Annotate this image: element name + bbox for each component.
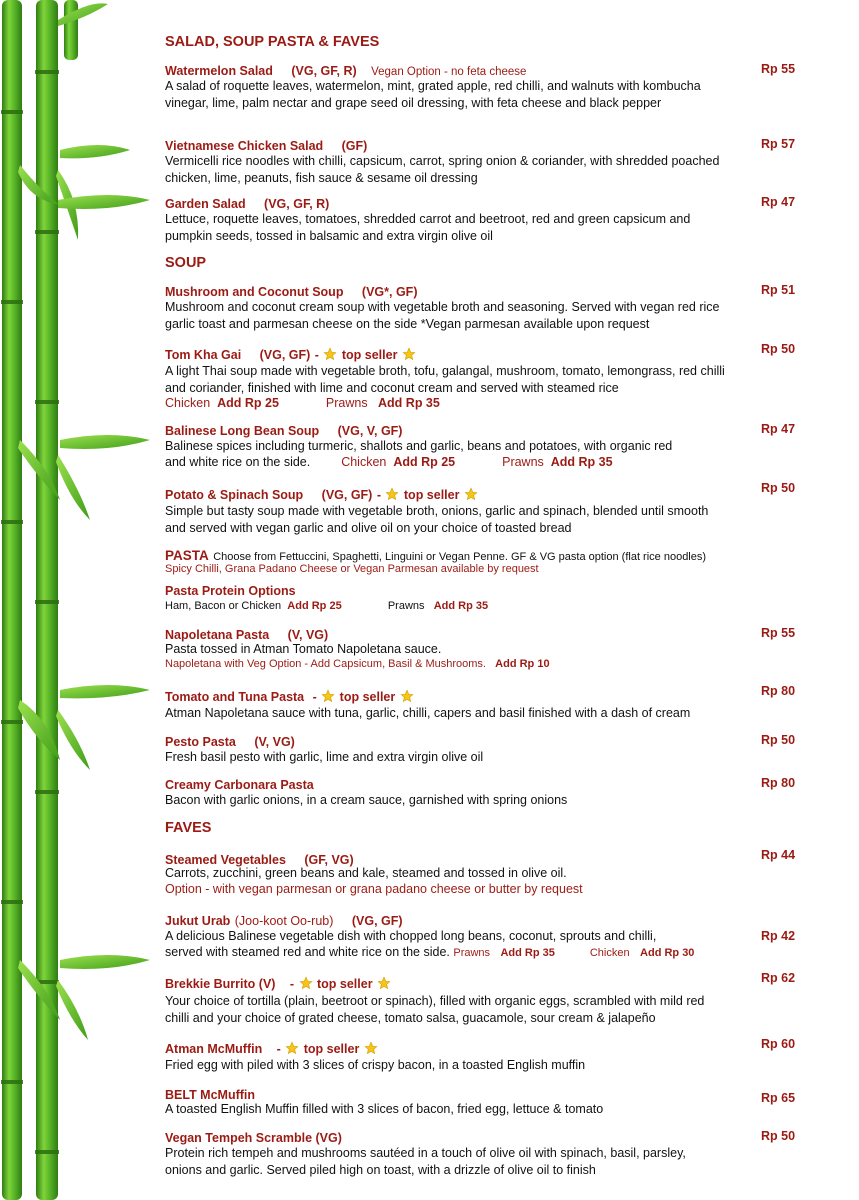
- price-potato-soup: Rp 50: [761, 481, 796, 495]
- item-name: Tomato and Tuna Pasta: [165, 690, 305, 704]
- price-watermelon-salad: Rp 55: [761, 62, 796, 76]
- item-desc: Simple but tasty soup made with vegetable broth, onions, garlic and spinach, blended until smooth and served with vegan garlic and olive oil on your choice of toasted bread: [165, 504, 709, 535]
- item-tags: (V, VG): [287, 628, 329, 642]
- option-price: Add Rp 35: [550, 455, 613, 469]
- top-seller-label: top seller: [403, 488, 460, 502]
- item-dash: -: [289, 977, 295, 991]
- item-potato-spinach-soup: [165, 486, 478, 504]
- item-desc: Lettuce, roquette leaves, tomatoes, shredded carrot and beetroot, red and green capsicum and pumpkin seeds, tossed in balsamic and extra virgin olive oil: [165, 212, 691, 243]
- option-label: Ham, Bacon or Chicken: [165, 600, 282, 612]
- star-icon: [364, 1041, 378, 1055]
- price-brekkie-burrito: Rp 62: [761, 971, 796, 985]
- item-tags: (V, VG): [254, 735, 295, 749]
- item-note: Vegan Option - no feta cheese: [371, 66, 527, 78]
- item-tags: (VG, GF): [321, 488, 373, 502]
- item-desc: Fried egg with piled with 3 slices of crispy bacon, in a toasted English muffin: [165, 1058, 586, 1072]
- item-desc: Bacon with garlic onions, in a cream sauce, garnished with spring onions: [165, 793, 568, 807]
- option-price: Add Rp 25: [393, 455, 456, 469]
- item-name: Steamed Vegetables: [165, 853, 286, 867]
- item-dash: -: [312, 690, 317, 704]
- item-desc: A toasted English Muffin filled with 3 slices of bacon, fried egg, lettuce & tomato: [165, 1102, 604, 1116]
- option-price: Add Rp 35: [433, 600, 489, 612]
- option-label: Prawns: [453, 947, 491, 959]
- section-title-pasta: PASTA: [165, 548, 209, 563]
- item-dash: -: [276, 1042, 281, 1056]
- menu-page: [165, 0, 805, 1200]
- item-desc: Protein rich tempeh and mushrooms sautéed in a touch of olive oil with spinach, basil, parsley, onions and garlic. Served piled high on toast, with a drizzle of olive oil to finish: [165, 1146, 686, 1177]
- item-desc: A salad of roquette leaves, watermelon, mint, grated apple, red chilli, and walnuts with kombucha vinegar, lime, palm nectar and grape seed oil dressing, with feta cheese and black pepper: [165, 79, 701, 110]
- item-desc: Pasta tossed in Atman Tomato Napoletana sauce.: [165, 642, 442, 656]
- pasta-protein-title: Pasta Protein Options: [165, 584, 296, 598]
- star-icon: [385, 487, 399, 501]
- item-carbonara-pasta: [165, 776, 314, 794]
- item-desc: A light Thai soup made with vegetable broth, tofu, galangal, mushroom, tomato, lemongrass, red chilli and coriander, finished with lime and coconut cream and served with steamed rice: [165, 364, 725, 395]
- option-label: Prawns: [325, 396, 368, 410]
- item-tomato-tuna-pasta: [165, 688, 414, 706]
- star-icon: [377, 976, 391, 990]
- item-name: Mushroom and Coconut Soup: [165, 285, 344, 299]
- item-name: Garden Salad: [165, 197, 246, 211]
- price-garden-salad: Rp 47: [761, 195, 796, 209]
- item-desc: Fresh basil pesto with garlic, lime and extra virgin olive oil: [165, 750, 484, 764]
- star-icon: [402, 347, 416, 361]
- price-tuna-pasta: Rp 80: [761, 684, 796, 698]
- star-icon: [321, 689, 335, 703]
- item-desc: Your choice of tortilla (plain, beetroot or spinach), filled with organic eggs, scrambled with mild red chilli and your choice of grated cheese, tomato salsa, guacamole, sour cream & jalapeño: [165, 994, 705, 1025]
- item-tags: (GF, VG): [304, 853, 354, 867]
- option-label: Chicken: [589, 947, 630, 959]
- item-name: Balinese Long Bean Soup: [165, 424, 320, 438]
- item-desc: Atman Napoletana sauce with tuna, garlic, chilli, capers and basil finished with a dash of cream: [165, 706, 691, 720]
- item-tags: (VG, GF): [351, 914, 403, 928]
- item-name: Vegan Tempeh Scramble (VG): [165, 1131, 342, 1145]
- price-steamed-vegetables: Rp 44: [761, 848, 796, 862]
- item-desc: Vermicelli rice noodles with chilli, capsicum, carrot, spring onion & coriander, with shredded poached chicken, lime, peanuts, fish sauce & sesame oil dressing: [165, 154, 720, 185]
- star-icon: [464, 487, 478, 501]
- item-name: Atman McMuffin: [165, 1042, 263, 1056]
- option-label: Prawns: [387, 600, 425, 612]
- pasta-protein-options: [165, 600, 488, 612]
- item-tags: (VG, GF): [259, 348, 311, 362]
- section-title-salad: SALAD, SOUP PASTA & FAVES: [165, 34, 380, 50]
- item-pesto-pasta: [165, 733, 295, 751]
- section-title-faves: FAVES: [165, 820, 212, 836]
- star-icon: [285, 1041, 299, 1055]
- item-dash: -: [314, 348, 319, 362]
- item-name: Pesto Pasta: [165, 735, 236, 749]
- item-tags: (VG, GF, R): [264, 197, 330, 211]
- item-tags: (GF): [341, 139, 368, 153]
- option-price: Add Rp 30: [640, 947, 695, 959]
- item-pronunciation: (Joo-koot Oo-rub): [234, 914, 334, 928]
- option-price: Add Rp 25: [287, 600, 342, 612]
- price-carbonara-pasta: Rp 80: [761, 776, 796, 790]
- item-brekkie-burrito: [165, 975, 391, 993]
- star-icon: [400, 689, 414, 703]
- option-label: Chicken: [165, 396, 211, 410]
- option-price: Add Rp 35: [378, 396, 440, 410]
- pasta-intro-2: Spicy Chilli, Grana Padano Cheese or Vegan Parmesan available by request: [165, 563, 539, 575]
- item-desc-line2: [165, 455, 613, 469]
- price-jukut-urab: Rp 42: [761, 929, 796, 943]
- item-desc: A delicious Balinese vegetable dish with chopped long beans, coconut, sprouts and chilli,: [165, 929, 657, 943]
- option-price: Add Rp 25: [217, 396, 279, 410]
- item-name: Tom Kha Gai: [165, 348, 242, 362]
- price-vietnamese-salad: Rp 57: [761, 137, 796, 151]
- top-seller-label: top seller: [316, 977, 373, 991]
- top-seller-label: top seller: [341, 348, 398, 362]
- item-name: Potato & Spinach Soup: [165, 488, 304, 502]
- item-name: Jukut Urab: [165, 914, 231, 928]
- star-icon: [323, 347, 337, 361]
- price-mushroom-soup: Rp 51: [761, 283, 796, 297]
- item-tom-kha-gai: [165, 346, 416, 364]
- price-belt-mcmuffin: Rp 65: [761, 1091, 796, 1105]
- price-pesto-pasta: Rp 50: [761, 733, 796, 747]
- option-label: Napoletana with Veg Option - Add Capsicum, Basil & Mushrooms.: [165, 658, 486, 670]
- item-dash: -: [376, 488, 381, 502]
- item-name: Brekkie Burrito (V): [165, 977, 276, 991]
- price-tempeh-scramble: Rp 50: [761, 1129, 796, 1143]
- top-seller-label: top seller: [339, 690, 396, 704]
- item-desc: Carrots, zucchini, green beans and kale, steamed and tossed in olive oil.: [165, 866, 567, 880]
- option-price: Add Rp 10: [495, 658, 550, 670]
- star-icon: [299, 976, 313, 990]
- option-label: Prawns: [502, 455, 544, 469]
- item-add-options: [165, 396, 440, 410]
- item-name: Napoletana Pasta: [165, 628, 270, 642]
- top-seller-label: top seller: [303, 1042, 360, 1056]
- item-jukut-urab: [165, 912, 403, 930]
- option-price: Add Rp 35: [500, 947, 555, 959]
- item-tags: (VG, GF, R): [291, 64, 357, 78]
- item-name: Creamy Carbonara Pasta: [165, 778, 314, 792]
- price-balinese-soup: Rp 47: [761, 422, 796, 436]
- option-label: Chicken: [341, 455, 387, 469]
- bamboo-decoration: [0, 0, 160, 1200]
- item-desc-line2: [165, 945, 694, 959]
- item-atman-mcmuffin: [165, 1040, 378, 1058]
- item-desc: served with steamed red and white rice on the side.: [165, 945, 450, 959]
- price-napoletana-pasta: Rp 55: [761, 626, 796, 640]
- price-tom-kha-gai: Rp 50: [761, 342, 796, 356]
- item-veg-option: [165, 658, 550, 670]
- item-tags: (VG, V, GF): [337, 424, 403, 438]
- item-name: BELT McMuffin: [165, 1088, 256, 1102]
- item-desc: and white rice on the side.: [165, 455, 311, 469]
- item-name: Vietnamese Chicken Salad: [165, 139, 324, 153]
- item-desc: Mushroom and coconut cream soup with vegetable broth and seasoning. Served with vegan red rice garlic toast and parmesan cheese on the side *Vegan parmesan available upon request: [165, 300, 720, 331]
- item-desc: Balinese spices including turmeric, shallots and garlic, beans and potatoes, with organic red: [165, 439, 673, 453]
- price-atman-mcmuffin: Rp 60: [761, 1037, 796, 1051]
- item-tags: (VG*, GF): [361, 285, 418, 299]
- item-option: Option - with vegan parmesan or grana padano cheese or butter by request: [165, 882, 583, 896]
- section-title-soup: SOUP: [165, 255, 207, 271]
- pasta-intro: Choose from Fettuccini, Spaghetti, Linguini or Vegan Penne. GF & VG pasta option (flat rice noodles): [213, 551, 707, 563]
- item-name: Watermelon Salad: [165, 64, 273, 78]
- item-balinese-soup: [165, 422, 402, 440]
